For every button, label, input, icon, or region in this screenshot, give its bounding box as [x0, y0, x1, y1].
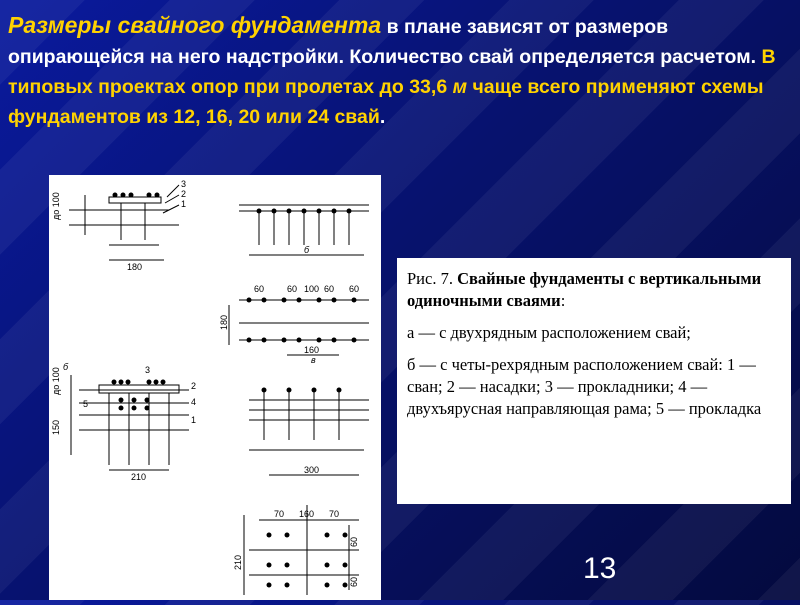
caption-item-b: б — с четы-рехрядным расположением свай: 1 — сван; 2 — насадки; 3 — прокладники; 4 — двухъярусная направляющая рама; 5 — прокладка [407, 355, 762, 418]
caption-item-a: а — с двухрядным расположением свай; [407, 323, 691, 342]
caption-title-bold: Свайные фундаменты с вертикальными одиночными сваями [407, 269, 762, 310]
callout-number: 1 [191, 415, 197, 425]
callout-number: 3 [181, 179, 187, 189]
page-number: 13 [583, 552, 617, 585]
dim-label: 160 [299, 509, 315, 519]
callout-number: 4 [191, 397, 197, 407]
dim-label: 60 [349, 536, 359, 547]
dim-label: 160 [304, 345, 320, 355]
view-letter: б [304, 245, 310, 255]
title-text: в плане зависят от размеров опирающейся на него надстройки. Количество свай определяется расчетом. [8, 16, 762, 68]
title-lead: Размеры свайного фундамента [8, 12, 382, 38]
slide-title [8, 10, 793, 132]
view-letter: б [63, 362, 69, 372]
caption-title [407, 268, 783, 312]
title-unit: м [452, 76, 468, 98]
foundation-drawing [49, 175, 381, 600]
figure-caption [397, 258, 791, 504]
callout-number: 2 [181, 189, 187, 199]
dim-label: 60 [287, 284, 298, 294]
title-highlight: В типовых проектах опор при пролетах до 33,6 [8, 46, 776, 98]
dim-label: 100 [304, 284, 320, 294]
title-highlight-end: чаще всего применяют схемы фундаментов из 12, 16, 20 или 24 свай [8, 76, 764, 128]
dim-label: 70 [274, 509, 285, 519]
caption-colon: : [560, 291, 566, 310]
dim-label: 60 [254, 284, 265, 294]
callout-number: 3 [145, 365, 151, 375]
dim-label: 180 [127, 262, 143, 272]
dim-label: 150 [51, 419, 61, 435]
dim-label: до 100 [51, 192, 61, 220]
callout-number: 2 [191, 381, 197, 391]
callout-number: 5 [83, 399, 89, 409]
title-period: . [379, 106, 386, 128]
caption-fig-number: Рис. 7. [407, 269, 458, 288]
dim-label: 210 [233, 554, 243, 570]
dim-label: до 100 [51, 367, 61, 395]
dim-label: 60 [349, 284, 360, 294]
dim-label: 180 [219, 314, 229, 330]
view-letter: в [311, 355, 316, 365]
dim-label: 70 [329, 509, 340, 519]
dim-label: 60 [349, 576, 359, 587]
dim-label: 300 [304, 465, 320, 475]
callout-number: 1 [181, 199, 187, 209]
dim-label: 210 [131, 472, 147, 482]
drawing-svg [49, 175, 381, 600]
dim-label: 60 [324, 284, 335, 294]
